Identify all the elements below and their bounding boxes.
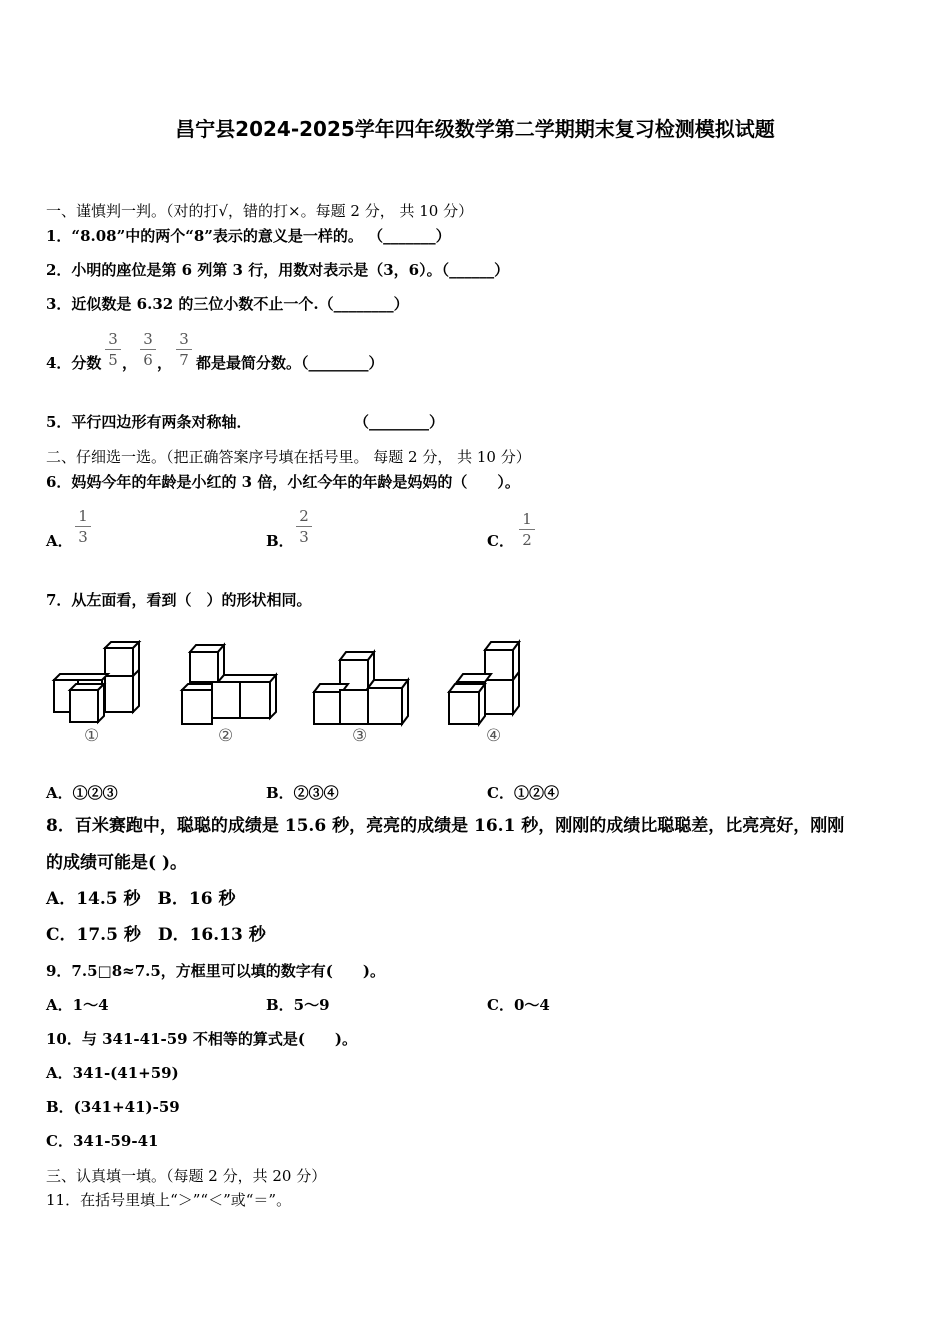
q6-option-c-fraction: 1 2 — [519, 510, 535, 549]
cube-figure-2 — [178, 640, 283, 728]
section2-heading: 二、仔细选一选。（把正确答案序号填在括号里。 每题 2 分， 共 10 分） — [46, 448, 531, 466]
page-title: 昌宁县2024-2025学年四年级数学第二学期期末复习检测模拟试题 — [175, 117, 775, 141]
question-7: 7．从左面看，看到（ ）的形状相同。 — [46, 591, 312, 609]
question-10: 10．与 341-41-59 不相等的算式是( )。 — [46, 1030, 358, 1048]
q6-option-a-fraction: 1 3 — [75, 507, 91, 546]
figure-label-2: ② — [218, 726, 234, 746]
q10-option-b: B．(341+41)-59 — [46, 1098, 180, 1116]
question-5-blank: （________） — [354, 413, 445, 431]
question-8-line-1: 8．百米赛跑中，聪聪的成绩是 15.6 秒，亮亮的成绩是 16.1 秒，刚刚的成绩比聪聪差，比亮亮好，刚刚 — [46, 816, 845, 836]
question-9: 9．7.5□8≈7.5，方框里可以填的数字有( )。 — [46, 962, 386, 980]
q7-option-b: B．②③④ — [266, 784, 339, 802]
q8-options-row-2: C．17.5 秒 D．16.13 秒 — [46, 925, 266, 945]
q4-fraction-3: 3 7 — [176, 330, 192, 369]
question-3: 3．近似数是 6.32 的三位小数不止一个.（________） — [46, 295, 409, 313]
q4-sep-1: ， — [122, 354, 138, 372]
q10-option-c: C．341-59-41 — [46, 1132, 159, 1150]
cube-figure-4 — [445, 638, 530, 728]
q6-option-c-label: C． — [487, 532, 514, 550]
q6-option-a-label: A． — [46, 532, 73, 550]
question-6: 6．妈妈今年的年龄是小红的 3 倍，小红今年的年龄是妈妈的（ ）。 — [46, 473, 520, 491]
question-4-suffix: 都是最简分数。（________） — [196, 354, 384, 372]
q9-option-a: A．1～4 — [46, 996, 109, 1014]
q7-option-c: C．①②④ — [487, 784, 559, 802]
question-4-prefix: 4．分数 — [46, 354, 102, 372]
q8-options-row-1: A．14.5 秒 B．16 秒 — [46, 889, 236, 909]
question-11: 11．在括号里填上“＞”“＜”或“＝”。 — [46, 1191, 292, 1209]
cube-figure-1 — [50, 640, 145, 725]
q6-option-b-label: B． — [266, 532, 294, 550]
q4-fraction-2: 3 6 — [140, 330, 156, 369]
section1-heading: 一、谨慎判一判。（对的打√，错的打×。每题 2 分， 共 10 分） — [46, 202, 474, 220]
q7-option-a: A．①②③ — [46, 784, 118, 802]
section3-heading: 三、认真填一填。（每题 2 分，共 20 分） — [46, 1167, 327, 1185]
question-5: 5．平行四边形有两条对称轴． — [46, 413, 252, 431]
q9-option-b: B．5～9 — [266, 996, 330, 1014]
figure-label-1: ① — [84, 726, 100, 746]
q6-option-b-fraction: 2 3 — [296, 507, 312, 546]
q9-option-c: C．0～4 — [487, 996, 550, 1014]
q10-option-a: A．341-(41+59) — [46, 1064, 179, 1082]
question-1: 1．“8.08”中的两个“8”表示的意义是一样的。 （_______） — [46, 227, 451, 245]
figure-label-3: ③ — [352, 726, 368, 746]
q4-sep-2: ， — [157, 354, 173, 372]
cube-figure-3 — [310, 648, 415, 728]
question-2: 2．小明的座位是第 6 列第 3 行，用数对表示是（3，6）。（______） — [46, 261, 510, 279]
question-8-line-2: 的成绩可能是( )。 — [46, 853, 188, 873]
q4-fraction-1: 3 5 — [105, 330, 121, 369]
figure-label-4: ④ — [486, 726, 502, 746]
